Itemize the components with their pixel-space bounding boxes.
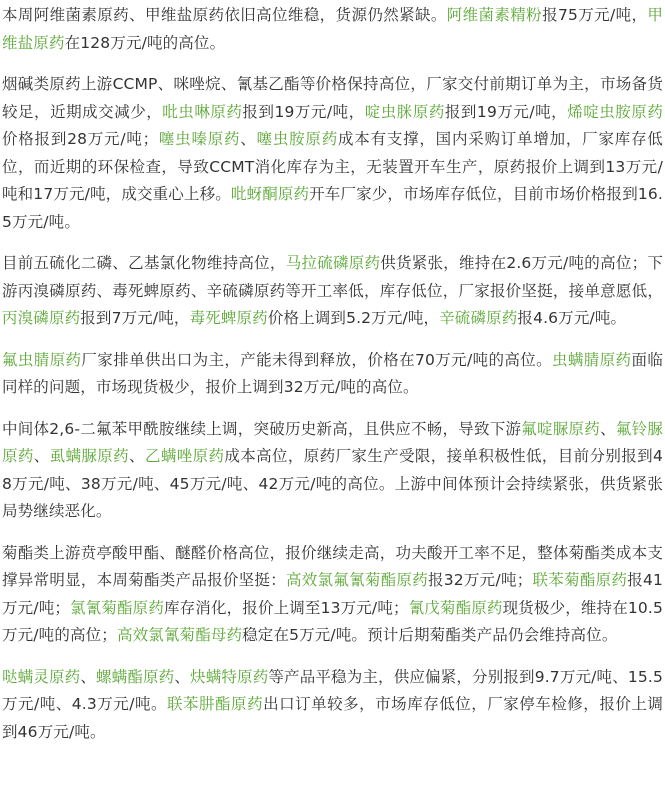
product-highlight: 哒螨灵原药 [2, 667, 81, 686]
text-run: 成本有支撑，国内采购订单增加，厂家库存低位，而近期的环保检查，导致CCMT消化库存为主，无装置开车生产，原药报价上调到13万元/吨和17万元/吨，成交重心上移。 [2, 130, 663, 203]
paragraph-pyrethroids [2, 540, 663, 650]
product-highlight: 氰戊菊酯原药 [408, 598, 503, 617]
text-run: 、 [129, 447, 145, 465]
product-highlight: 虱螨脲原药 [49, 447, 130, 465]
text-run: 等产品平稳为主，供应偏紧，分别报到9.7万元/吨、15.5万元/吨、4.3万元/吨。 [2, 667, 663, 713]
product-highlight: 高效氯氟氰菊酯原药 [285, 571, 428, 589]
text-run: 、 [600, 419, 616, 438]
product-highlight: 阿维菌素精粉 [446, 6, 543, 24]
text-run: 报41万元/吨； [2, 571, 663, 617]
text-run: 在128万元/吨的高位。 [64, 33, 226, 52]
text-run: 报到19万元/吨， [444, 102, 568, 121]
product-highlight: 丙溴磷原药 [2, 309, 81, 327]
paragraph-abamectin [2, 2, 663, 57]
product-highlight: 虫螨腈原药 [552, 350, 632, 369]
product-highlight: 螺螨酯原药 [96, 667, 175, 686]
text-run: 报到19万元/吨， [242, 102, 365, 121]
text-run: 库存消化，报价上调至13万元/吨； [163, 598, 409, 617]
product-highlight: 联苯菊酯原药 [532, 571, 628, 589]
product-highlight: 氯氰菊酯原药 [70, 598, 164, 617]
product-highlight: 甲维盐原药 [2, 6, 663, 52]
product-highlight: 烯啶虫胺原药 [567, 102, 663, 121]
text-run: 烟碱类原药上游CCMP、咪唑烷、氰基乙酯等价格保持高位，厂家交付前期订单为主，市场备货较足，近期成交减少， [2, 75, 663, 121]
text-run: 价格上调到5.2万元/吨， [267, 309, 440, 327]
text-run: 、 [174, 667, 191, 686]
text-run: 目前五硫化二磷、乙基氯化物维持高位， [2, 254, 286, 272]
text-run: 、 [240, 130, 257, 148]
product-highlight: 辛硫磷原药 [439, 309, 518, 327]
text-run: 价格报到28万元/吨； [2, 130, 159, 148]
product-highlight: 啶虫脒原药 [364, 102, 445, 121]
text-run: 稳定在5万元/吨。预计后期菊酯类产品仍会维持高位。 [242, 626, 618, 644]
product-highlight: 乙螨唑原药 [144, 447, 225, 465]
product-highlight: 氟啶脲原药 [521, 419, 601, 438]
text-run: 报75万元/吨， [542, 6, 648, 24]
product-highlight: 吡蚜酮原药 [230, 185, 310, 203]
product-highlight: 氟虫腈原药 [2, 350, 82, 369]
text-run: 开车厂家少，市场库存低位，目前市场价格报到16.5万元/吨。 [2, 185, 663, 231]
product-highlight: 高效氯氰菊酯母药 [116, 626, 243, 644]
paragraph-neonicotinoids [2, 71, 663, 236]
product-highlight: 吡虫啉原药 [162, 102, 243, 121]
text-run: 厂家排单供出口为主，产能未得到释放，价格在70万元/吨的高位。 [81, 350, 553, 369]
product-highlight: 炔螨特原药 [190, 667, 269, 686]
text-run: 报32万元/吨； [427, 571, 533, 589]
product-highlight: 毒死蜱原药 [189, 309, 268, 327]
product-highlight: 噻虫胺原药 [256, 130, 338, 148]
product-highlight: 马拉硫磷原药 [285, 254, 381, 272]
text-run: 、 [33, 447, 50, 465]
product-highlight: 氟铃脲原药 [2, 419, 664, 465]
text-run: 成本高位，原药厂家生产受限，接单积极性低，目前分别报到48万元/吨、38万元/吨、45万元/吨、42万元/吨的高位。上游中间体预计会持续紧张，供货紧张局势继续恶化。 [2, 447, 663, 520]
text-run: 现货极少，维持在10.5万元/吨的高位； [2, 598, 663, 644]
text-run: 本周阿维菌素原药、甲维盐原药依旧高位维稳，货源仍然紧缺。 [2, 6, 447, 24]
product-highlight: 噻虫嗪原药 [158, 130, 241, 148]
text-run: 、 [80, 667, 97, 686]
text-run: 供货紧张，维持在2.6万元/吨的高位；下游丙溴磷原药、毒死蜱原药、辛硫磷原药等开工率低，库存低位，厂家报价坚挺，接单意愿低， [2, 254, 663, 300]
text-run: 报到7万元/吨， [80, 309, 190, 327]
paragraph-benzoylureas [2, 416, 663, 526]
text-run: 出口订单较多，市场库存低位，厂家停车检修，报价上调到46万元/吨。 [2, 695, 663, 741]
paragraph-acaricides [2, 664, 663, 747]
text-run: 面临同样的问题，市场现货极少，报价上调到32万元/吨的高位。 [2, 350, 663, 396]
paragraph-fipronil [2, 347, 663, 402]
text-run: 中间体2,6-二氟苯甲酰胺继续上调，突破历史新高，且供应不畅，导致下游 [2, 419, 522, 438]
product-highlight: 联苯肼酯原药 [167, 695, 264, 713]
text-run: 报4.6万元/吨。 [517, 309, 627, 327]
text-run: 菊酯类上游贲亭酸甲酯、醚醛价格高位，报价继续走高，功夫酸开工率不足，整体菊酯类成本支撑异常明显，本周菊酯类产品报价坚挺： [2, 543, 663, 589]
paragraph-organophosphates [2, 250, 663, 333]
